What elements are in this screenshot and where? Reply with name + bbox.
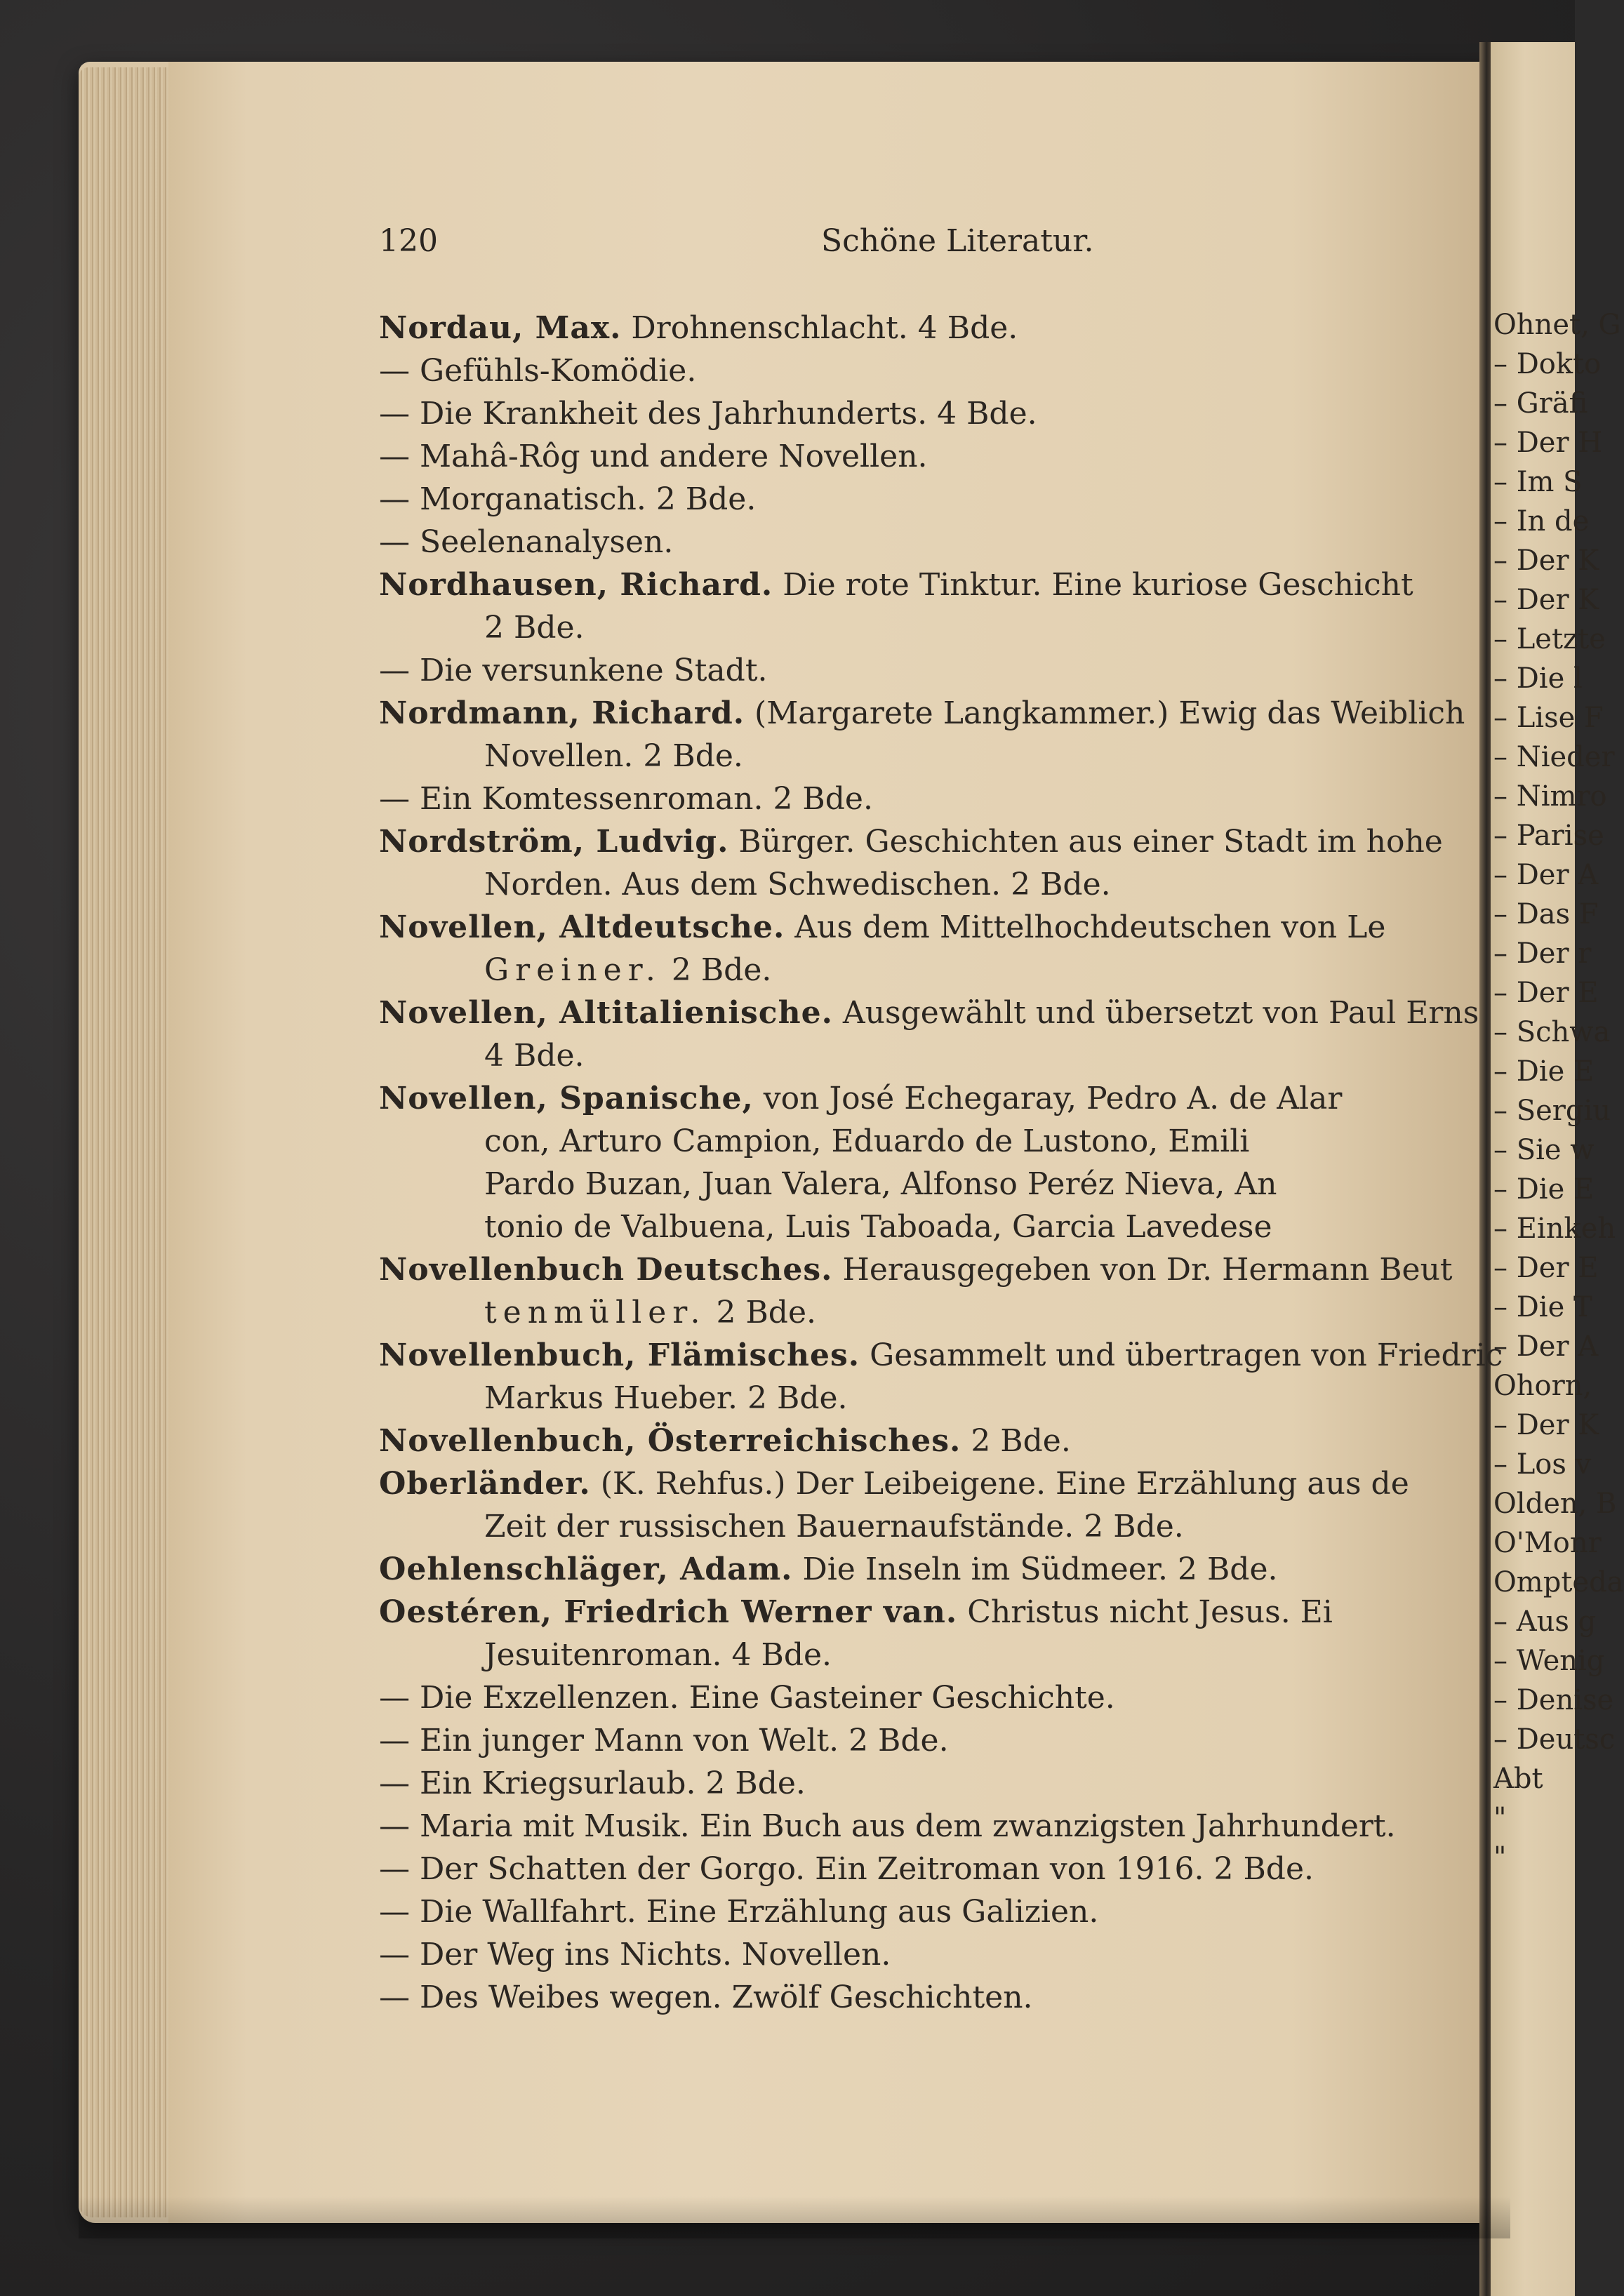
entry-text: Zeit der russischen Bauernaufstände. 2 Bde. [484, 1509, 1184, 1544]
bottom-shadow [79, 2196, 1510, 2238]
entry-line [379, 1422, 1071, 1461]
entry-author: Novellenbuch Deutsches. [379, 1252, 833, 1288]
entry-dash: — [379, 1808, 410, 1844]
entry-line [379, 437, 928, 476]
entry-line [484, 1636, 832, 1675]
facing-page-fragment: Ohnet, G [1493, 309, 1621, 341]
entry-dash: — [379, 1937, 410, 1973]
facing-page-fragment: – Im S [1493, 466, 1583, 498]
entry-author: Novellenbuch, Österreichisches. [379, 1423, 961, 1459]
facing-page-fragment: – Dokto [1493, 348, 1602, 380]
entry-text: Bürger. Geschichten aus einer Stadt im hohe [728, 824, 1443, 860]
entry-author: Novellen, Spanische, [379, 1081, 754, 1116]
entry-line [379, 994, 1479, 1033]
entry-text: Norden. Aus dem Schwedischen. 2 Bde. [484, 867, 1111, 902]
entry-text: Die Krankheit des Jahrhunderts. 4 Bde. [410, 396, 1037, 432]
entry-dash: — [379, 439, 410, 474]
entry-text: Die versunkene Stadt. [410, 653, 768, 688]
entry-text: Die rote Tinktur. Eine kuriose Geschicht [773, 567, 1413, 603]
facing-page-edge [1491, 42, 1624, 2296]
entry-line [379, 651, 768, 690]
facing-page-fragment: Abt [1493, 1763, 1543, 1795]
entry-text: Die Wallfahrt. Eine Erzählung aus Galizien. [410, 1894, 1099, 1930]
running-head: Schöne Literatur. [821, 223, 1094, 259]
facing-page-fragment: – Einkeh [1493, 1213, 1616, 1245]
facing-page-fragment: – Parise [1493, 820, 1604, 852]
entry-line [379, 1721, 949, 1761]
entry-line [379, 1593, 1333, 1632]
entry-line [379, 352, 696, 391]
facing-page-fragment: – Der H [1493, 427, 1603, 459]
entry-author: Oehlenschläger, Adam. [379, 1551, 793, 1587]
entry-text: con, Arturo Campion, Eduardo de Lustono, Emili [484, 1123, 1250, 1159]
facing-page-fragment: – Lise F [1493, 702, 1604, 734]
entry-line [379, 1764, 806, 1803]
entry-line [484, 951, 771, 990]
entry-text: Ausgewählt und übersetzt von Paul Erns [832, 995, 1479, 1031]
facing-page-fragment: O'Monr [1493, 1527, 1602, 1559]
entry-text: Gesammelt und übertragen von Friedric [860, 1337, 1503, 1373]
entry-text: Ein junger Mann von Welt. 2 Bde. [410, 1723, 949, 1758]
entry-line [379, 1893, 1098, 1932]
entry-line [379, 394, 1037, 434]
entry-author: Novellen, Altitalienische. [379, 995, 833, 1031]
facing-page-fragment: – Deutsc [1493, 1723, 1616, 1756]
entry-line [379, 1550, 1277, 1589]
entry-text: tonio de Valbuena, Luis Taboada, Garcia Lavedese [484, 1209, 1272, 1245]
entry-spaced-name: Greiner. [484, 952, 662, 988]
entry-line [484, 1379, 848, 1418]
entry-list [379, 309, 1503, 2021]
entry-line [379, 1850, 1314, 1889]
entry-text: 2 Bde. [661, 952, 772, 988]
entry-line [484, 865, 1111, 905]
facing-page-fragment: – Denise [1493, 1684, 1614, 1716]
entry-text: Die Inseln im Südmeer. 2 Bde. [792, 1551, 1278, 1587]
entry-line [379, 1807, 1396, 1846]
entry-dash: — [379, 1723, 410, 1758]
entry-line [484, 1122, 1249, 1161]
entry-line [379, 1464, 1409, 1504]
facing-page-fragment: – Los v [1493, 1448, 1592, 1481]
entry-line [484, 608, 585, 648]
entry-text: Novellen. 2 Bde. [484, 738, 743, 774]
entry-text: Mahâ-Rôg und andere Novellen. [410, 439, 928, 474]
entry-dash: — [379, 781, 410, 817]
entry-line [484, 1165, 1277, 1204]
entry-line [379, 1678, 1115, 1718]
entry-author: Oberländer. [379, 1466, 591, 1502]
entry-text: Herausgegeben von Dr. Hermann Beut [832, 1252, 1453, 1288]
entry-text: 4 Bde. [484, 1038, 585, 1074]
entry-line [379, 1336, 1503, 1375]
facing-page-fragment: – Der E [1493, 977, 1599, 1009]
entry-text: Des Weibes wegen. Zwölf Geschichten. [410, 1980, 1033, 2015]
entry-text: Maria mit Musik. Ein Buch aus dem zwanzigsten Jahrhundert. [410, 1808, 1396, 1844]
entry-dash: — [379, 1980, 410, 2015]
facing-page-fragment: – Der E [1493, 1252, 1599, 1284]
page-header [379, 223, 1474, 265]
entry-dash: — [379, 1766, 410, 1801]
entry-line [379, 822, 1443, 862]
facing-page-fragment: " [1493, 1841, 1507, 1874]
facing-page-fragment: Olden, B [1493, 1488, 1617, 1520]
entry-line [379, 523, 673, 562]
entry-text: (Margarete Langkammer.) Ewig das Weiblich [745, 695, 1465, 731]
facing-page-fragment: – Die E [1493, 1055, 1595, 1088]
facing-page-fragment: – Wenig [1493, 1645, 1605, 1677]
facing-page-fragment: – Der r [1493, 937, 1592, 970]
facing-page-fragment: – Der K [1493, 584, 1599, 616]
entry-line [484, 737, 743, 776]
entry-spaced-name: tenmüller. [484, 1295, 707, 1330]
entry-line [379, 1935, 891, 1975]
entry-author: Nordström, Ludvig. [379, 824, 729, 860]
entry-dash: — [379, 524, 410, 560]
entry-line [379, 780, 873, 819]
entry-dash: — [379, 653, 410, 688]
facing-page-fragment: – Nimro [1493, 780, 1607, 813]
facing-page-fragment: – Der K [1493, 545, 1599, 577]
entry-line [379, 1978, 1033, 2017]
facing-page-fragment: Ohorn, [1493, 1370, 1592, 1402]
entry-line [484, 1507, 1184, 1547]
facing-page-fragment: – Der A [1493, 1330, 1599, 1363]
entry-text: (K. Rehfus.) Der Leibeigene. Eine Erzählung aus de [590, 1466, 1409, 1502]
entry-text: Aus dem Mittelhochdeutschen von Le [785, 909, 1386, 945]
facing-page-fragment: – Die l [1493, 662, 1583, 695]
entry-text: Seelenanalysen. [410, 524, 674, 560]
entry-line [379, 480, 756, 519]
entry-author: Nordau, Max. [379, 310, 622, 346]
entry-text: Drohnenschlacht. 4 Bde. [621, 310, 1018, 346]
entry-text: Christus nicht Jesus. Ei [957, 1594, 1333, 1630]
entry-text: Gefühls-Komödie. [410, 353, 697, 389]
entry-text: Morganatisch. 2 Bde. [410, 481, 757, 517]
entry-dash: — [379, 396, 410, 432]
facing-page-fragment: – Der K [1493, 1409, 1599, 1441]
entry-line [379, 908, 1385, 947]
facing-page-fragment: – Aus g [1493, 1606, 1597, 1638]
facing-page-fragment: – Nieder [1493, 741, 1615, 773]
entry-author: Nordhausen, Richard. [379, 567, 773, 603]
facing-page-fragment: – Die T [1493, 1291, 1592, 1323]
facing-page-fragment: – In de [1493, 505, 1590, 538]
page-number: 120 [379, 223, 438, 259]
entry-line [379, 566, 1413, 605]
facing-page-fragment: – Sie w [1493, 1134, 1595, 1166]
facing-page-fragment: – Das F [1493, 898, 1599, 930]
facing-page-fragment: – Letzte [1493, 623, 1606, 655]
entry-text: Der Schatten der Gorgo. Ein Zeitroman von 1916. 2 Bde. [410, 1851, 1314, 1887]
entry-text: Die Exzellenzen. Eine Gasteiner Geschichte. [410, 1680, 1115, 1716]
facing-page-fragment: – Gräfi [1493, 387, 1588, 420]
entry-author: Novellen, Altdeutsche. [379, 909, 785, 945]
entry-line [484, 1036, 585, 1076]
facing-page-fragment: Ompteda [1493, 1566, 1624, 1598]
entry-text: 2 Bde. [706, 1295, 816, 1330]
entry-author: Oestéren, Friedrich Werner van. [379, 1594, 958, 1630]
facing-page-fragment: – Sergiu [1493, 1095, 1611, 1127]
entry-line [379, 694, 1465, 733]
entry-author: Novellenbuch, Flämisches. [379, 1337, 860, 1373]
facing-page-fragment: – Die E [1493, 1173, 1595, 1206]
entry-line [484, 1293, 816, 1333]
entry-text: 2 Bde. [961, 1423, 1071, 1459]
entry-dash: — [379, 1851, 410, 1887]
entry-line [379, 1250, 1453, 1290]
entry-text: Pardo Buzan, Juan Valera, Alfonso Peréz Nieva, An [484, 1166, 1277, 1202]
entry-dash: — [379, 1894, 410, 1930]
entry-text: Der Weg ins Nichts. Novellen. [410, 1937, 891, 1973]
entry-dash: — [379, 1680, 410, 1716]
entry-line [484, 1208, 1272, 1247]
entry-dash: — [379, 481, 410, 517]
entry-text: 2 Bde. [484, 610, 585, 646]
facing-page-fragment: " [1493, 1802, 1507, 1834]
entry-text: Ein Kriegsurlaub. 2 Bde. [410, 1766, 806, 1801]
entry-text: Ein Komtessenroman. 2 Bde. [410, 781, 873, 817]
entry-text: Markus Hueber. 2 Bde. [484, 1380, 848, 1416]
facing-page-fragment: – Der A [1493, 859, 1599, 891]
entry-dash: — [379, 353, 410, 389]
entry-line [379, 309, 1018, 348]
entry-text: Jesuitenroman. 4 Bde. [484, 1637, 832, 1673]
entry-line [379, 1079, 1342, 1119]
entry-text: von José Echegaray, Pedro A. de Alar [753, 1081, 1343, 1116]
entry-author: Nordmann, Richard. [379, 695, 745, 731]
facing-page-fragment: – Schwa [1493, 1016, 1611, 1048]
